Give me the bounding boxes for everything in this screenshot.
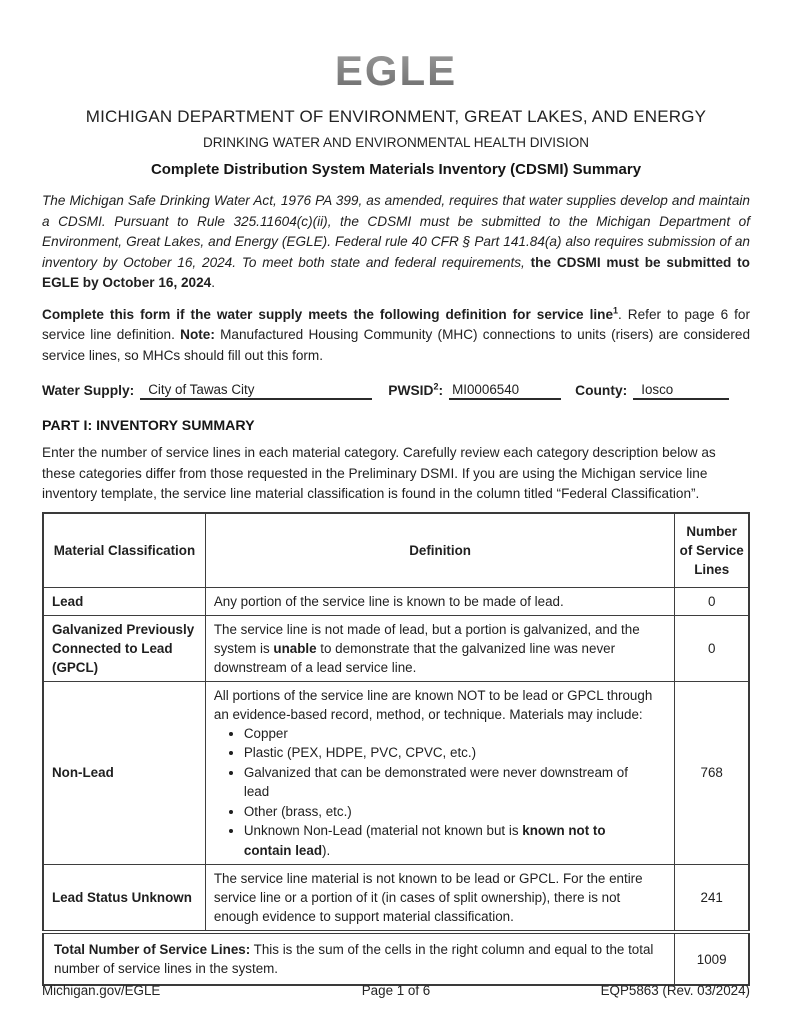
- table-row-nonlead: [43, 681, 749, 865]
- unknown-count: 241: [675, 865, 749, 933]
- intro-paragraph: [42, 191, 750, 294]
- instruction-mid: . Refer to page 6 for service line definition.: [42, 306, 750, 342]
- part1-intro-paragraph: Enter the number of service lines in each material category. Carefully review each category description below as these categories differ from those requested in the Preliminary DSMI. If you are using the Michigan service line inventory template, the service line material classification is found in the column titled “Federal Classification”.: [42, 445, 716, 501]
- table-row-lead: [43, 587, 749, 615]
- footer-page-number: Page 1 of 6: [361, 983, 431, 998]
- list-item: [244, 821, 656, 860]
- pwsid-label: [388, 383, 443, 400]
- gpcl-count: 0: [675, 615, 749, 681]
- instruction-bold-lead: Complete this form if the water supply meets the following definition for service line: [42, 306, 614, 322]
- nonlead-def-intro: All portions of the service line are known NOT to be lead or GPCL through an evidence-based record, method, or technique. Materials may include:: [213, 687, 653, 722]
- intro-deadline-bold: the CDSMI must be submitted to EGLE by October 16, 2024: [42, 254, 750, 290]
- total-bold-label: Total Number of Service Lines:: [54, 942, 251, 957]
- instruction-end: Manufactured Housing Community (MHC) connections to units (risers) are considered service lines, so MHCs should fill out this form.: [42, 327, 750, 363]
- total-label-cell: [43, 932, 675, 985]
- column-header-material: Material Classification: [43, 513, 205, 588]
- list-item: • Galvanized that can be demonstrated were never downstream of lead: [244, 763, 656, 802]
- table-row-total: [43, 932, 749, 985]
- gpcl-def-pre: The service line is not made of lead, but a portion is galvanized, and the system is: [213, 621, 640, 656]
- bullet5-post: ).: [322, 842, 331, 858]
- egle-logo-text: EGLE: [334, 50, 458, 92]
- pwsid-label-text: PWSID: [388, 383, 434, 398]
- footer-form-number: EQP5863 (Rev. 03/2024): [600, 983, 750, 998]
- pwsid-field: [449, 382, 561, 400]
- footer-website: Michigan.gov/EGLE: [42, 983, 161, 998]
- list-item: • Copper: [244, 724, 656, 744]
- pwsid-value: MI0006540: [452, 382, 520, 397]
- part1-heading: PART I: INVENTORY SUMMARY: [42, 418, 255, 434]
- county-label: County:: [575, 383, 628, 398]
- list-item: • Other (brass, etc.): [244, 802, 656, 822]
- intro-period: .: [211, 275, 216, 290]
- unknown-material-label: Lead Status Unknown: [43, 865, 205, 933]
- water-supply-label: Water Supply:: [42, 383, 135, 398]
- gpcl-definition: [205, 615, 674, 681]
- inventory-summary-table: [42, 512, 750, 987]
- pwsid-footnote-marker: 2: [433, 381, 439, 392]
- table-row-unknown: [43, 865, 749, 933]
- total-text: This is the sum of the cells in the right column and equal to the total number of service lines in the system.: [54, 942, 654, 976]
- total-count: 1009: [675, 932, 749, 985]
- unknown-definition: The service line material is not known to be lead or GPCL. For the entire service line or a portion of it (in cases of split ownership), there is not enough evidence to support material classification.: [205, 865, 674, 933]
- instruction-paragraph: [42, 305, 750, 367]
- county-value: Iosco: [641, 382, 674, 397]
- division-name: DRINKING WATER AND ENVIRONMENTAL HEALTH DIVISION: [202, 135, 590, 150]
- bullet5-pre: Unknown Non-Lead (material not known but is: [243, 823, 523, 838]
- pwsid-colon: :: [438, 383, 444, 398]
- county-field: [633, 382, 729, 400]
- department-name: MICHIGAN DEPARTMENT OF ENVIRONMENT, GREAT LAKES, AND ENERGY: [85, 107, 707, 126]
- table-header-row: [43, 513, 749, 588]
- column-header-count: Number of Service Lines: [675, 513, 749, 588]
- bullet5-bold: known not to contain lead: [243, 823, 606, 858]
- egle-logo: [42, 50, 750, 97]
- gpcl-def-bold: unable: [273, 640, 317, 656]
- form-title: Complete Distribution System Materials Inventory (CDSMI) Summary: [150, 161, 642, 178]
- egle-logo-graphic: [320, 50, 472, 92]
- nonlead-definition: [205, 681, 674, 865]
- table-row-gpcl: [43, 615, 749, 681]
- intro-text: The Michigan Safe Drinking Water Act, 1976 PA 399, as amended, requires that water supplies develop and maintain a CDSMI. Pursuant to Rule 325.11604(c)(ii), the CDSMI must be submitted to the Michigan Department of Environment, Great Lakes, and Energy (EGLE). Federal rule 40 CFR § Part 141.84(a) also requires submission of an inventory by October 16, 2024. To meet both state and federal requirements,: [42, 193, 750, 270]
- gpcl-def-post: to demonstrate that the galvanized line was never downstream of a lead service line.: [213, 640, 616, 675]
- page-footer: [42, 983, 750, 998]
- water-supply-value: City of Tawas City: [148, 382, 255, 397]
- gpcl-material-label: Galvanized Previously Connected to Lead (GPCL): [43, 615, 205, 681]
- note-label: Note:: [180, 327, 215, 342]
- supply-info-row: [42, 382, 750, 400]
- nonlead-material-label: Non-Lead: [43, 681, 205, 865]
- lead-definition: Any portion of the service line is known to be made of lead.: [205, 587, 674, 615]
- lead-material-label: Lead: [43, 587, 205, 615]
- service-line-footnote-marker: 1: [613, 304, 619, 315]
- nonlead-count: 768: [675, 681, 749, 865]
- lead-count: 0: [675, 587, 749, 615]
- non-lead-materials-list: [226, 724, 656, 861]
- water-supply-field: [140, 382, 372, 400]
- column-header-definition: Definition: [205, 513, 674, 588]
- list-item: • Plastic (PEX, HDPE, PVC, CPVC, etc.): [244, 743, 656, 763]
